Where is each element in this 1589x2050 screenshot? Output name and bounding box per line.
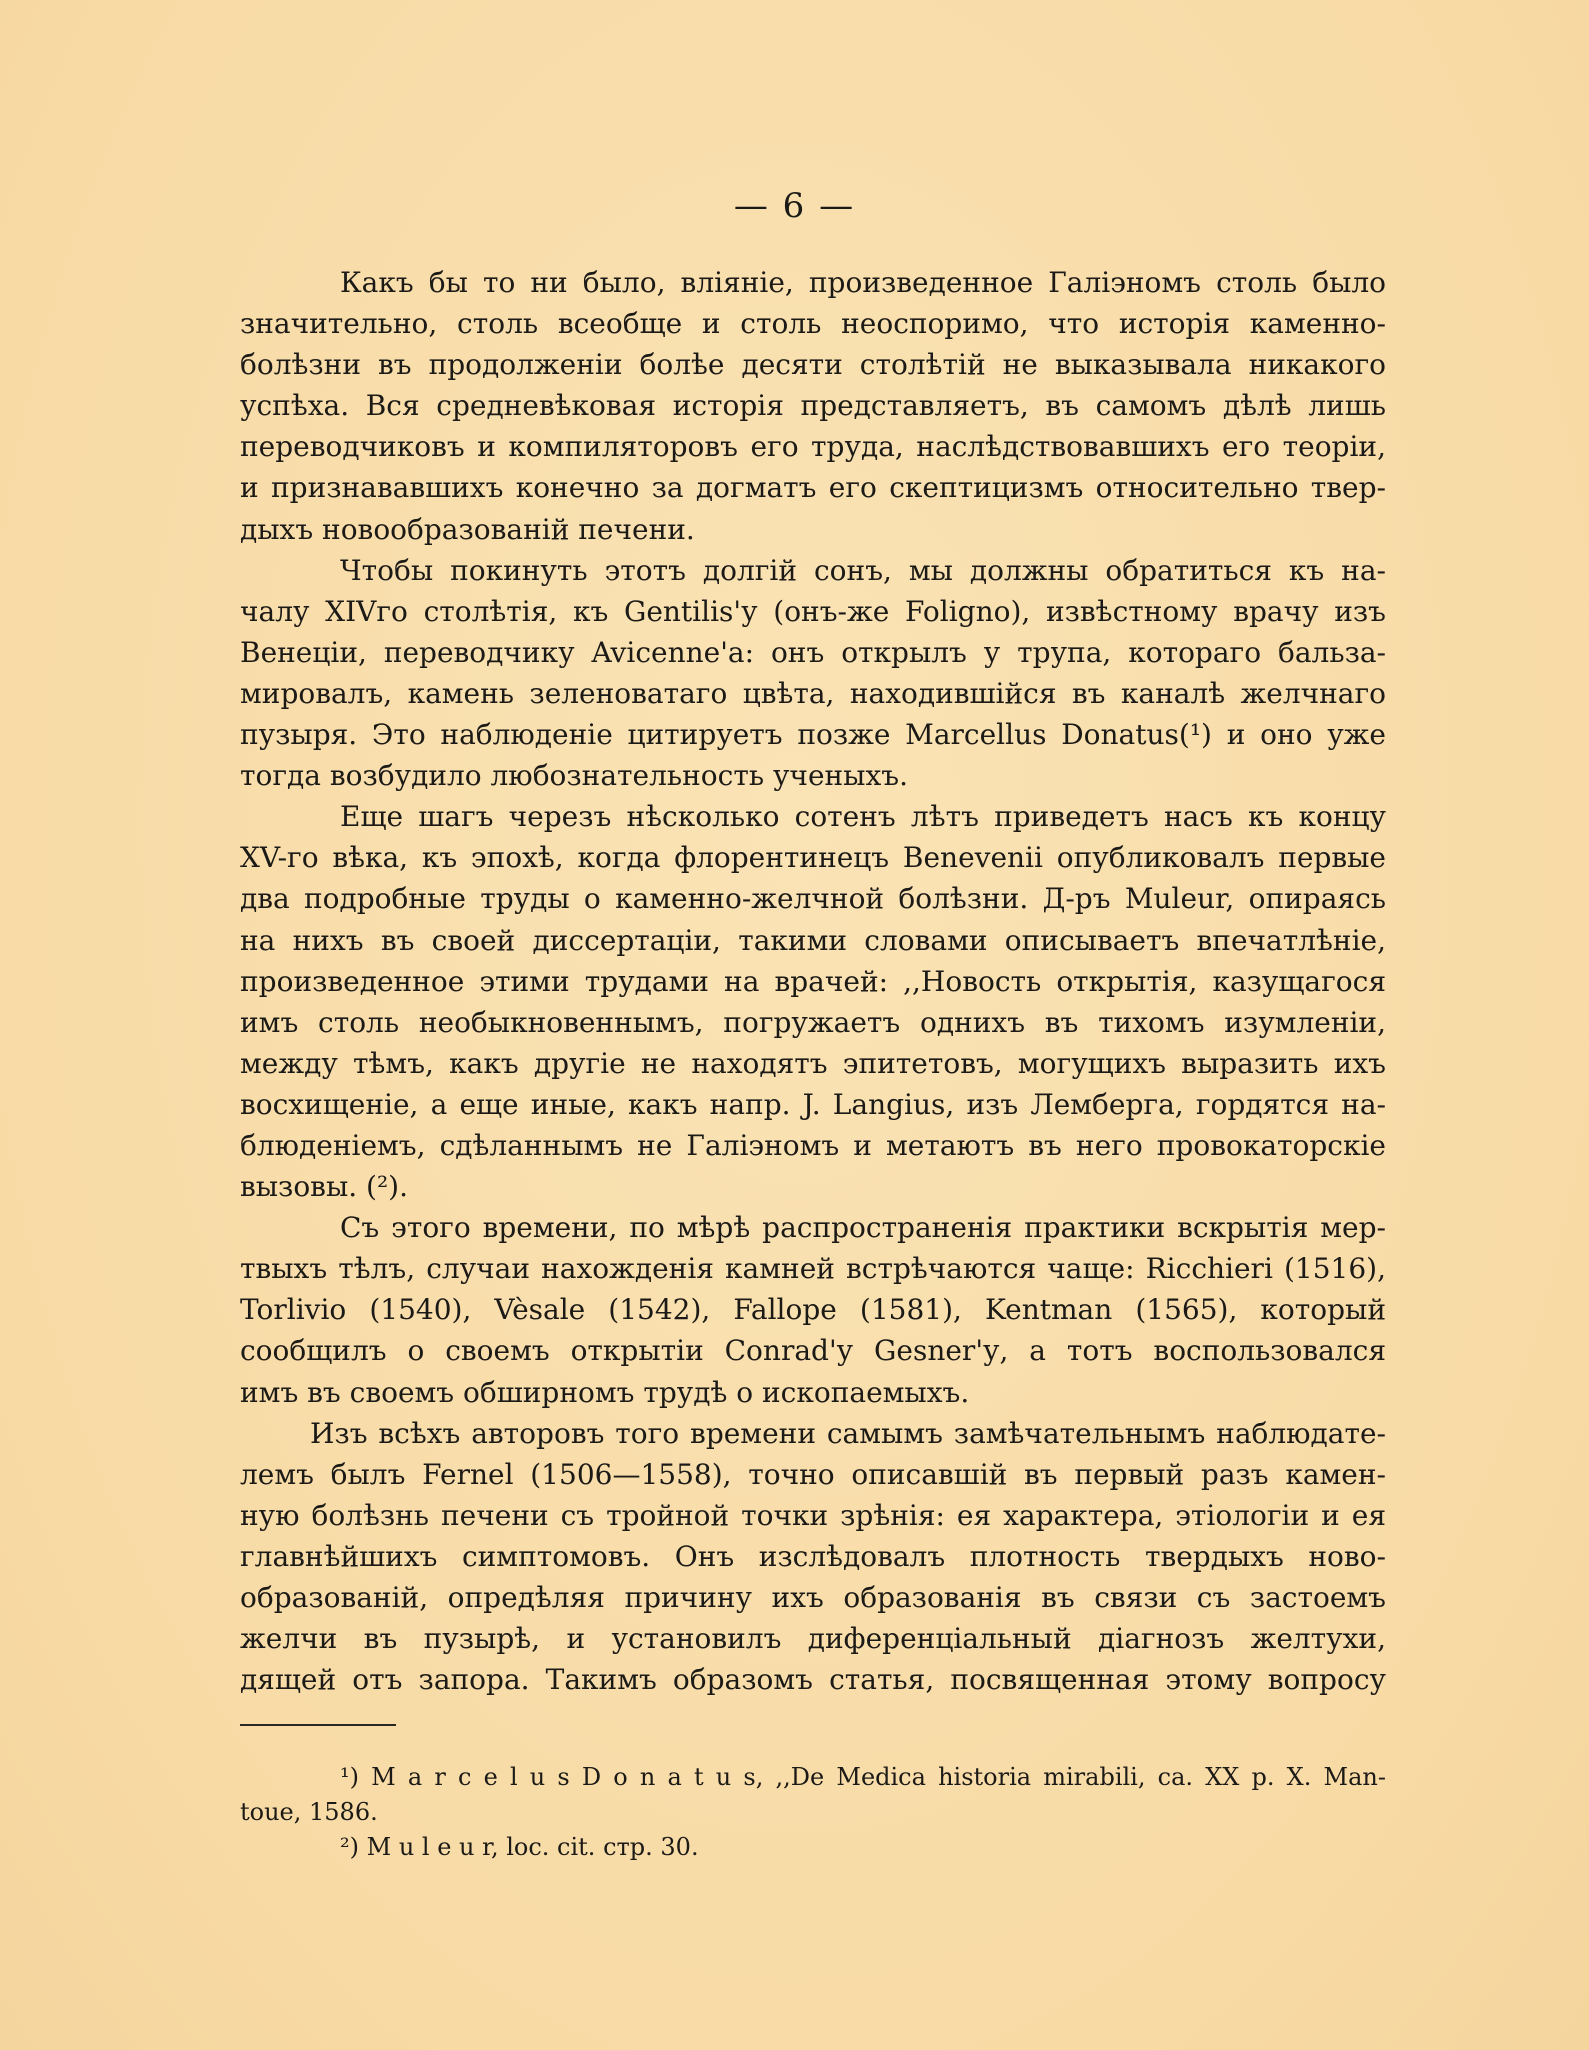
text-line: переводчиковъ и компиляторовъ его труда, наслѣдствовавшихъ его теоріи, [240, 430, 1386, 464]
text-line: Какъ бы то ни было, вліяніе, произведенное Галіэномъ столь было [340, 266, 1386, 299]
footnote-line: toue, 1586. [240, 1798, 378, 1826]
text-line: твыхъ тѣлъ, случаи нахожденія камней встрѣчаются чаще: Ricchieri (1516), [240, 1252, 1386, 1286]
text-line: пузыря. Это наблюденіе цитируетъ позже Marcellus Donatus(¹) и оно уже [240, 718, 1386, 752]
text-line: ную болѣзнь печени съ тройной точки зрѣнія: ея характера, этіологіи и ея [240, 1498, 1386, 1532]
text-line: дящей отъ запора. Такимъ образомъ статья, посвященная этому вопросу [240, 1663, 1386, 1697]
body-text [240, 262, 1386, 1700]
paragraph [240, 262, 1386, 550]
text-line: тогда возбудило любознательность ученыхъ. [240, 759, 908, 793]
text-line: два подробные труды о каменно-желчной болѣзни. Д-ръ Muleur, опираясь [240, 882, 1386, 916]
text-line: между тѣмъ, какъ другіе не находятъ эпитетовъ, могущихъ выразить ихъ [240, 1046, 1386, 1080]
text-line: блюденіемъ, сдѣланнымъ не Галіэномъ и метаютъ въ него провокаторскіе [240, 1128, 1386, 1162]
text-line: Изъ всѣхъ авторовъ того времени самымъ замѣчательнымъ наблюдате- [310, 1416, 1386, 1450]
text-line: желчи въ пузырѣ, и установилъ диференціальный діагнозъ желтухи, [240, 1622, 1386, 1656]
footnote [240, 1760, 1386, 1830]
text-line: и признававшихъ конечно за догматъ его скептицизмъ относительно твер- [240, 471, 1386, 505]
text-line: имъ столь необыкновеннымъ, погружаетъ однихъ въ тихомъ изумленіи, [240, 1005, 1386, 1039]
text-line: вызовы. (²). [240, 1170, 408, 1204]
footnote-line: ¹) M a r c e l u s D o n a t u s, ,,De Medica historia mirabili, ca. XX p. X. Man- [340, 1763, 1386, 1791]
text-line: мировалъ, камень зеленоватаго цвѣта, находившійся въ каналѣ желчнаго [240, 676, 1386, 710]
text-line: дыхъ новообразованій печени. [240, 512, 695, 546]
paragraph [240, 1413, 1386, 1701]
paragraph [240, 796, 1386, 1207]
text-line: Еще шагъ черезъ нѣсколько сотенъ лѣтъ приведетъ насъ къ концу [340, 800, 1386, 834]
text-line: Чтобы покинуть этотъ долгій сонъ, мы должны обратиться къ на- [340, 553, 1386, 587]
footnote [240, 1830, 1386, 1865]
text-line: сообщилъ о своемъ открытіи Conrad'у Gesner'у, а тотъ воспользовался [240, 1334, 1386, 1368]
text-line: произведенное этими трудами на врачей: ,,Новость открытія, казущагося [240, 964, 1386, 998]
text-line: Torlivio (1540), Vèsale (1542), Fallope (1581), Kentman (1565), который [240, 1293, 1386, 1327]
text-line: Венеціи, переводчику Avicenne'a: онъ открылъ у трупа, котораго бальза- [240, 635, 1386, 669]
footnote-divider [240, 1724, 396, 1726]
text-line: значительно, столь всеобще и столь неоспоримо, что исторія каменно- [240, 307, 1386, 341]
paragraph [240, 550, 1386, 797]
text-line: XV-го вѣка, къ эпохѣ, когда флорентинецъ Benevenii опубликовалъ первые [240, 841, 1386, 875]
text-line: чалу XIVго столѣтія, къ Gentilis'у (онъ-же Foligno), извѣстному врачу изъ [240, 594, 1386, 628]
footnote-line: ²) M u l e u r, loc. cit. стр. 30. [340, 1833, 699, 1861]
text-line: лемъ былъ Fernel (1506—1558), точно описавшій въ первый разъ камен- [240, 1457, 1386, 1491]
paragraph [240, 1207, 1386, 1412]
text-line: образованій, опредѣляя причину ихъ образованія въ связи съ застоемъ [240, 1581, 1386, 1614]
text-line: главнѣйшихъ симптомовъ. Онъ изслѣдовалъ плотность твердыхъ ново- [240, 1539, 1386, 1573]
text-line: Съ этого времени, по мѣрѣ распространенія практики вскрытія мер- [340, 1211, 1386, 1245]
text-line: восхищеніе, а еще иные, какъ напр. J. Langius, изъ Лемберга, гордятся на- [240, 1087, 1386, 1121]
text-line: успѣха. Вся средневѣковая исторія представляетъ, въ самомъ дѣлѣ лишь [240, 389, 1386, 423]
text-line: имъ въ своемъ обширномъ трудѣ о ископаемыхъ. [240, 1375, 970, 1409]
page-number: — 6 — [733, 186, 856, 226]
text-line: на нихъ въ своей диссертаціи, такими словами описываетъ впечатлѣніе, [240, 923, 1386, 957]
footnotes [240, 1760, 1386, 1865]
text-line: болѣзни въ продолженіи болѣе десяти столѣтій не выказывала никакого [240, 348, 1386, 382]
